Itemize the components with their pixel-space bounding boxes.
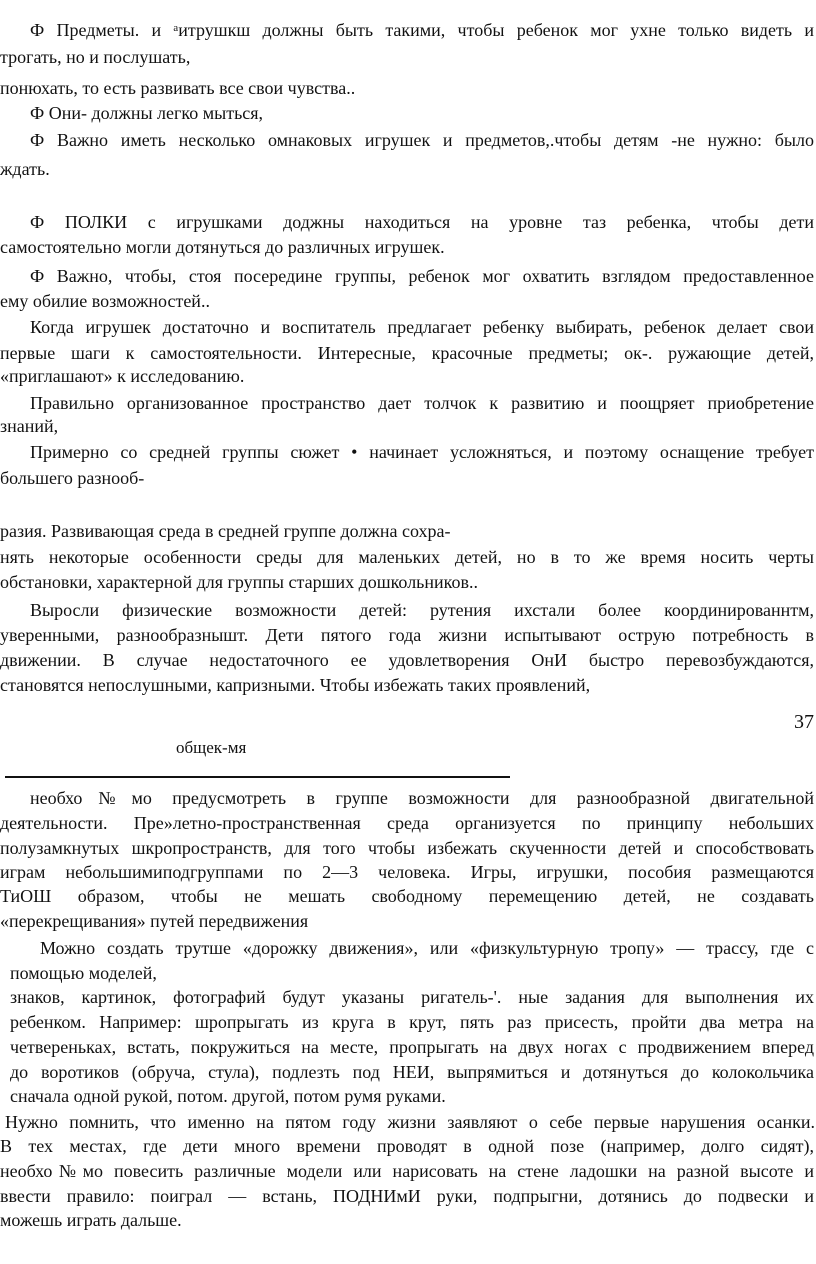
text-line: до воротиков (обруча, стула), подлезть под НЕИ, выпрямиться и дотянуться до колокольчика [10, 1062, 814, 1082]
text-line: ввести правило: поиграл — встань, ПОДНИмИ руки, подпрыгни, дотянись до подвески и [0, 1186, 814, 1206]
text-line: Ф Они- должны легко мыться, [30, 103, 264, 123]
text-line: Нужно помнить, что именно на пятом году жизни заявляют о себе первые нарушения осанки. [5, 1112, 815, 1132]
text-line: Ф Предметы. и ᵃитрушкш должны быть такими, чтобы ребенок мог ухне только видеть и [30, 20, 814, 40]
text-line: большего разнооб- [0, 468, 145, 488]
text-line: трогать, но и послушать, [0, 47, 191, 67]
text-line: нять некоторые особенности среды для маленьких детей, но в то же время носить черты [0, 547, 814, 567]
text-line: движении. В случае недостаточного ее удовлетворения ОнИ быстро перевозбуждаются, [0, 650, 814, 670]
text-line: разия. Развивающая среда в средней группе должна сохра- [0, 521, 451, 541]
text-line: играм небольшимиподгруппами по 2—3 человека. Игры, игрушки, пособия размещаются [0, 862, 814, 882]
text-line: необхо№мо повесить различные модели или нарисовать на стене ладошки на разной высоте и [0, 1161, 814, 1181]
text-line: можешь играть дальше. [0, 1210, 182, 1230]
text-line: полузамкнутых шкропространств, для того чтобы избежать скученности детей и способствовать [0, 838, 814, 858]
text-line: ему обилие возможностей.. [0, 291, 210, 311]
text-line: «приглашают» к исследованию. [0, 366, 245, 386]
text-line: В тех местах, где дети много времени проводят в одной позе (например, долго сидят), [0, 1136, 814, 1156]
text-line: Ф ПОЛКИ с игрушками доджны находиться на уровне таз ребенка, чтобы дети [30, 212, 814, 232]
text-line: понюхать, то есть развивать все свои чувства.. [0, 78, 356, 98]
text-line: помощью моделей, [10, 963, 157, 983]
text-line: Ф Важно иметь несколько омнаковых игрушек и предметов,.чтобы детям -не нужно: было [30, 130, 814, 150]
footnote-divider [5, 776, 510, 778]
text-line: ТиОШ образом, чтобы не мешать свободному перемещению детей, не создавать [0, 886, 814, 906]
text-line: ждать. [0, 159, 50, 179]
text-line: деятельности. Пре»летно-пространственная среда организуется по принципу небольших [0, 813, 814, 833]
text-line: уверенными, разнообразнышт. Дети пятого года жизни испытывают острую потребность в [0, 625, 814, 645]
text-line: первые шаги к самостоятельности. Интересные, красочные предметы; ок-. ружающие детей, [0, 343, 814, 363]
text-line: самостоятельно могли дотянуться до различных игрушек. [0, 237, 445, 257]
text-line: знаний, [0, 416, 59, 436]
page-number: 37 [794, 711, 814, 733]
text-line: Когда игрушек достаточно и воспитатель предлагает ребенку выбирать, ребенок делает свои [30, 317, 814, 337]
text-line: ребенком. Например: шропрыгать из круга в крут, пять раз присесть, пройти два метра на [10, 1012, 814, 1032]
text-line: «перекрещивания» путей передвижения [0, 911, 309, 931]
text-line: становятся непослушными, капризными. Чтобы избежать таких проявлений, [0, 675, 591, 695]
footer-text: общек-мя [176, 738, 247, 757]
text-line: Правильно организованное пространство дает толчок к развитию и поощряет приобретение [30, 393, 814, 413]
text-line: сначала одной рукой, потом. другой, потом румя руками. [10, 1086, 446, 1106]
text-line: четвереньках, встать, покружиться на месте, пропрыгать на двух ногах с продвижением вперед [10, 1037, 814, 1057]
text-line: обстановки, характерной для группы старших дошкольников.. [0, 572, 478, 592]
text-line: Можно создать трутше «дорожку движения», или «физкультурную тропу» — трассу, где с [40, 938, 814, 958]
text-line: знаков, картинок, фотографий будут указаны ригатель-'. ные задания для выполнения их [10, 987, 814, 1007]
text-line: Выросли физические возможности детей: рутения ихстали более координированнтм, [30, 600, 814, 620]
text-line: Примерно со средней группы сюжет • начинает усложняться, и поэтому оснащение требует [30, 442, 814, 462]
text-line: необхо№мо предусмотреть в группе возможности для разнообразной двигательной [30, 788, 814, 808]
text-line: Ф Важно, чтобы, стоя посередине группы, ребенок мог охватить взглядом предоставленное [30, 266, 814, 286]
